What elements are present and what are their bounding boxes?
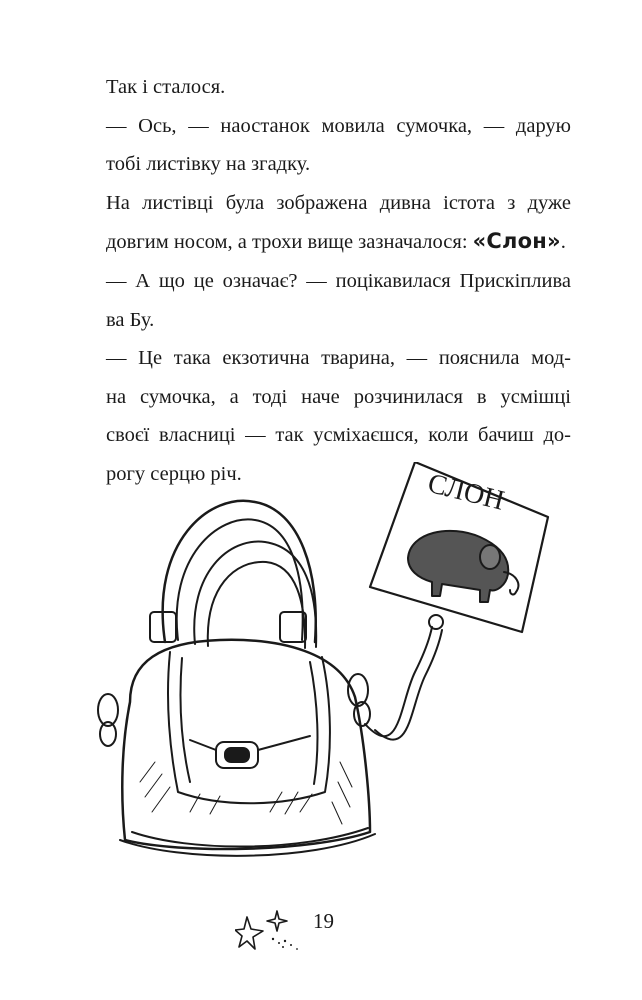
paragraph-4 [106, 262, 571, 339]
text-line: тобі листівку на згадку. [106, 153, 311, 176]
paragraph-2 [106, 107, 571, 184]
text-line: рогу серцю річ. [106, 462, 242, 485]
text-line: Так і сталося. [106, 76, 226, 98]
text-line: — Ось, — наостанок мовила сумочка, — дарую [106, 114, 571, 137]
text-line: На листівці була зображена дивна істота з дуже [106, 191, 571, 214]
handbag-illustration [70, 462, 570, 872]
card-label: СЛОН [424, 467, 508, 517]
page-number: 19 [313, 909, 334, 933]
text-line: — Це така екзотична тварина, — пояснила мод- [106, 347, 571, 370]
paragraph-1 [106, 68, 571, 107]
paragraph-3 [106, 184, 571, 262]
stars-ornament-icon [235, 905, 310, 955]
highlighted-word: «Слон» [472, 229, 561, 254]
text-fragment: довгим носом, а трохи вище зазначалося: [106, 231, 473, 254]
text-line: своєї власниці — так усміхаєшся, коли бачиш до- [106, 424, 571, 447]
text-fragment: . [560, 231, 566, 254]
body-text [106, 68, 571, 494]
text-line: ва Бу. [106, 308, 155, 331]
text-line [106, 222, 571, 262]
page-footer [235, 905, 365, 955]
text-line: — А що це означає? — поцікавилася Прискіплива [106, 269, 571, 292]
text-line: на сумочка, а тоді наче розчинилася в усмішці [106, 385, 571, 408]
